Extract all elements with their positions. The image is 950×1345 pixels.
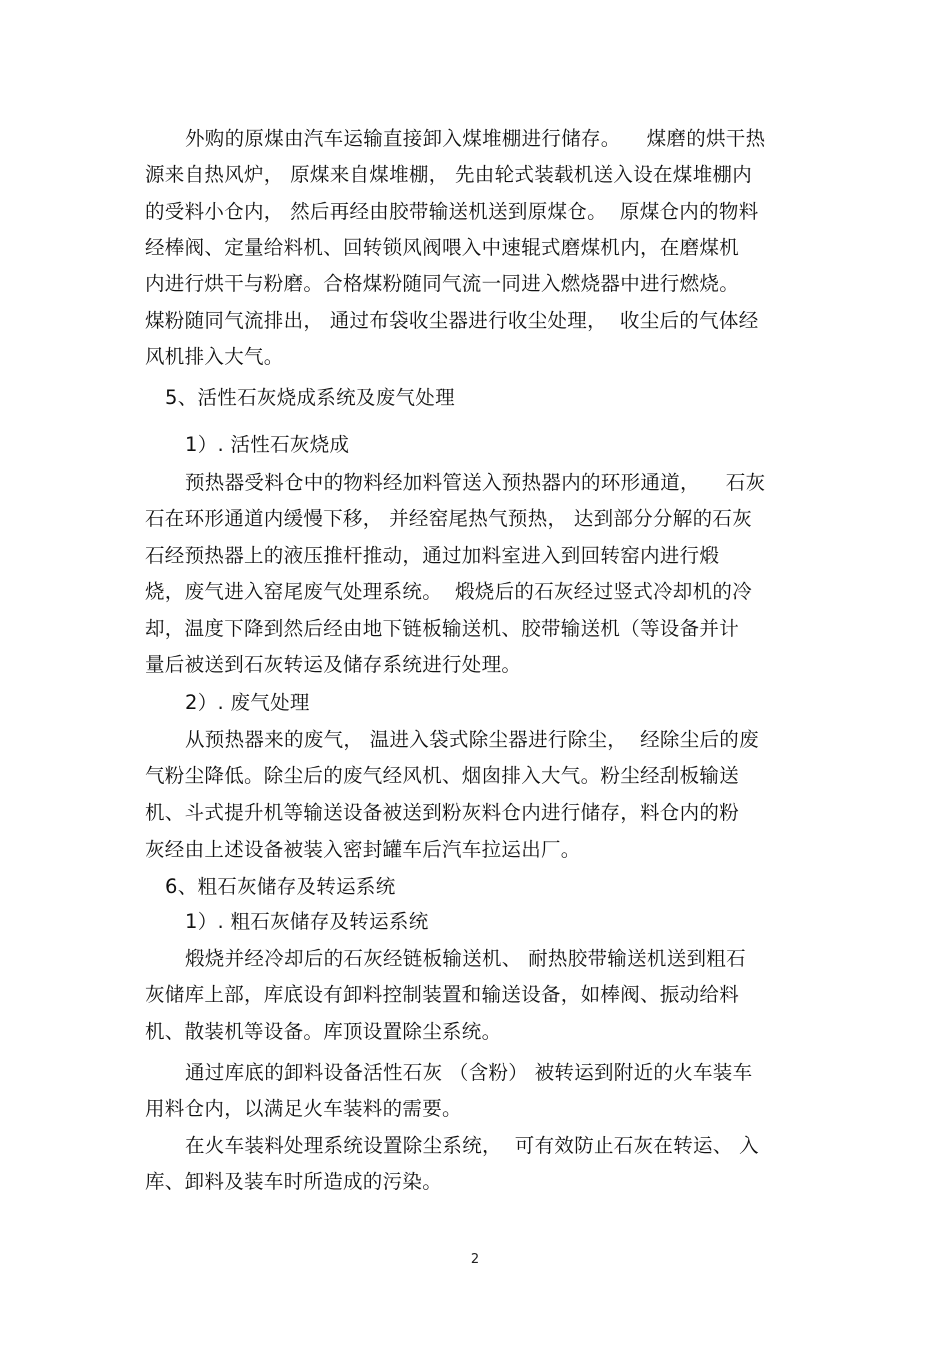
body-line: 在火车装料处理系统设置除尘系统， 可有效防止石灰在转运、 入	[185, 1134, 759, 1157]
body-line: 机、斗式提升机等输送设备被送到粉灰料仓内进行储存，料仓内的粉	[145, 801, 740, 824]
body-line: 烧，废气进入窑尾废气处理系统。 煅烧后的石灰经过竖式冷却机的冷	[145, 580, 752, 603]
body-line: 机、散装机等设备。库顶设置除尘系统。	[145, 1020, 502, 1043]
body-line: 源来自热风炉， 原煤来自煤堆棚， 先由轮式装载机送入设在煤堆棚内	[145, 163, 752, 186]
body-line: 却，温度下降到然后经由地下链板输送机、胶带输送机（等设备并计	[145, 617, 740, 640]
body-line: 库、卸料及装车时所造成的污染。	[145, 1170, 443, 1193]
body-line: 石在环形通道内缓慢下移， 并经窑尾热气预热， 达到部分分解的石灰	[145, 507, 752, 530]
body-line: 灰储库上部，库底设有卸料控制装置和输送设备，如棒阀、振动给料	[145, 983, 740, 1006]
body-line: 内进行烘干与粉磨。合格煤粉随同气流一同进入燃烧器中进行燃烧。	[145, 272, 740, 295]
body-line: 外购的原煤由汽车运输直接卸入煤堆棚进行储存。 煤磨的烘干热	[185, 127, 766, 150]
body-line: 从预热器来的废气， 温进入袋式除尘器进行除尘， 经除尘后的废	[185, 728, 759, 751]
body-line: 灰经由上述设备被装入密封罐车后汽车拉运出厂。	[145, 838, 581, 861]
body-line: 风机排入大气。	[145, 345, 284, 368]
body-line: 经棒阀、定量给料机、回转锁风阀喂入中速辊式磨煤机内，在磨煤机	[145, 236, 740, 259]
body-line: 煤粉随同气流排出， 通过布袋收尘器进行收尘处理， 收尘后的气体经	[145, 309, 759, 332]
section-heading: 6、粗石灰储存及转运系统	[165, 875, 396, 898]
body-line: 通过库底的卸料设备活性石灰 （含粉） 被转运到附近的火车装车	[185, 1061, 753, 1084]
body-line: 用料仓内，以满足火车装料的需要。	[145, 1097, 462, 1120]
subsection-heading: 2）. 废气处理	[185, 691, 310, 714]
section-heading: 5、活性石灰烧成系统及废气处理	[165, 386, 455, 409]
body-line: 石经预热器上的液压推杆推动，通过加料室进入到回转窑内进行煅	[145, 544, 720, 567]
body-line: 的受料小仓内， 然后再经由胶带输送机送到原煤仓。 原煤仓内的物料	[145, 200, 759, 223]
body-line: 煅烧并经冷却后的石灰经链板输送机、 耐热胶带输送机送到粗石	[185, 947, 746, 970]
subsection-heading: 1）. 粗石灰储存及转运系统	[185, 910, 429, 933]
body-line: 气粉尘降低。除尘后的废气经风机、烟囱排入大气。粉尘经刮板输送	[145, 764, 740, 787]
page-number: 2	[470, 1252, 480, 1267]
body-line: 量后被送到石灰转运及储存系统进行处理。	[145, 653, 522, 676]
body-line: 预热器受料仓中的物料经加料管送入预热器内的环形通道， 石灰	[185, 471, 766, 494]
subsection-heading: 1）. 活性石灰烧成	[185, 433, 350, 456]
